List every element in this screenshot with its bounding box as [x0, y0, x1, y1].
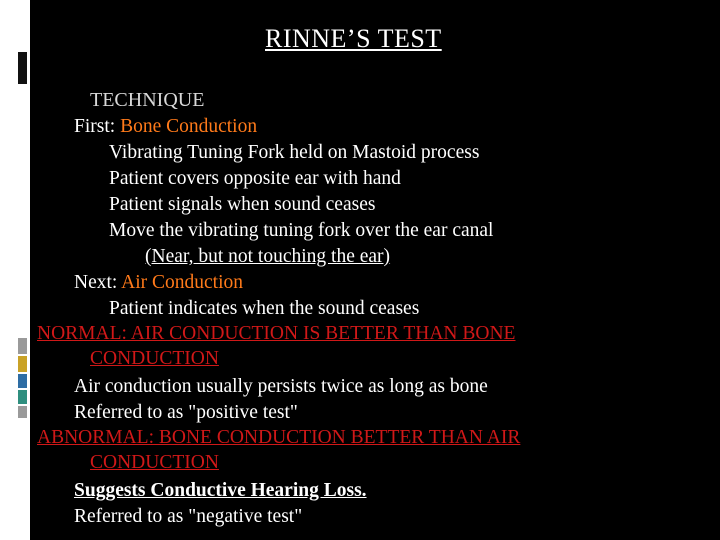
accent-bar-gray-2 [18, 406, 27, 418]
first-line [74, 115, 257, 139]
abnormal-heading-cont: CONDUCTION [90, 452, 219, 473]
next-value: Air Conduction [121, 272, 243, 293]
slide-title: RINNE’S TEST [265, 24, 442, 53]
accent-bar-yellow [18, 356, 27, 372]
abnormal-point-2: Referred to as "negative test" [74, 506, 303, 527]
near-note: (Near, but not touching the ear) [145, 246, 391, 267]
step-3: Patient signals when sound ceases [109, 194, 376, 215]
accent-bar-blue [18, 374, 27, 388]
step-1: Vibrating Tuning Fork held on Mastoid process [109, 142, 480, 163]
first-prefix: First: [74, 116, 121, 137]
normal-heading-cont: CONDUCTION [90, 348, 219, 369]
accent-bar-gray [18, 338, 27, 354]
normal-point-1: Air conduction usually persists twice as long as bone [74, 376, 488, 397]
next-step: Patient indicates when the sound ceases [109, 298, 420, 319]
normal-point-2: Referred to as "positive test" [74, 402, 298, 423]
step-2: Patient covers opposite ear with hand [109, 168, 401, 189]
normal-heading: NORMAL: AIR CONDUCTION IS BETTER THAN BONE [37, 323, 516, 344]
step-4: Move the vibrating tuning fork over the ear canal [109, 220, 494, 241]
accent-bar-teal [18, 390, 27, 404]
next-line [74, 271, 243, 295]
first-value: Bone Conduction [120, 116, 258, 137]
abnormal-heading: ABNORMAL: BONE CONDUCTION BETTER THAN AIR [37, 427, 521, 448]
accent-bar-top [18, 52, 27, 84]
next-prefix: Next: [74, 272, 122, 293]
abnormal-point-1: Suggests Conductive Hearing Loss. [74, 480, 367, 501]
technique-heading: TECHNIQUE [90, 89, 205, 111]
